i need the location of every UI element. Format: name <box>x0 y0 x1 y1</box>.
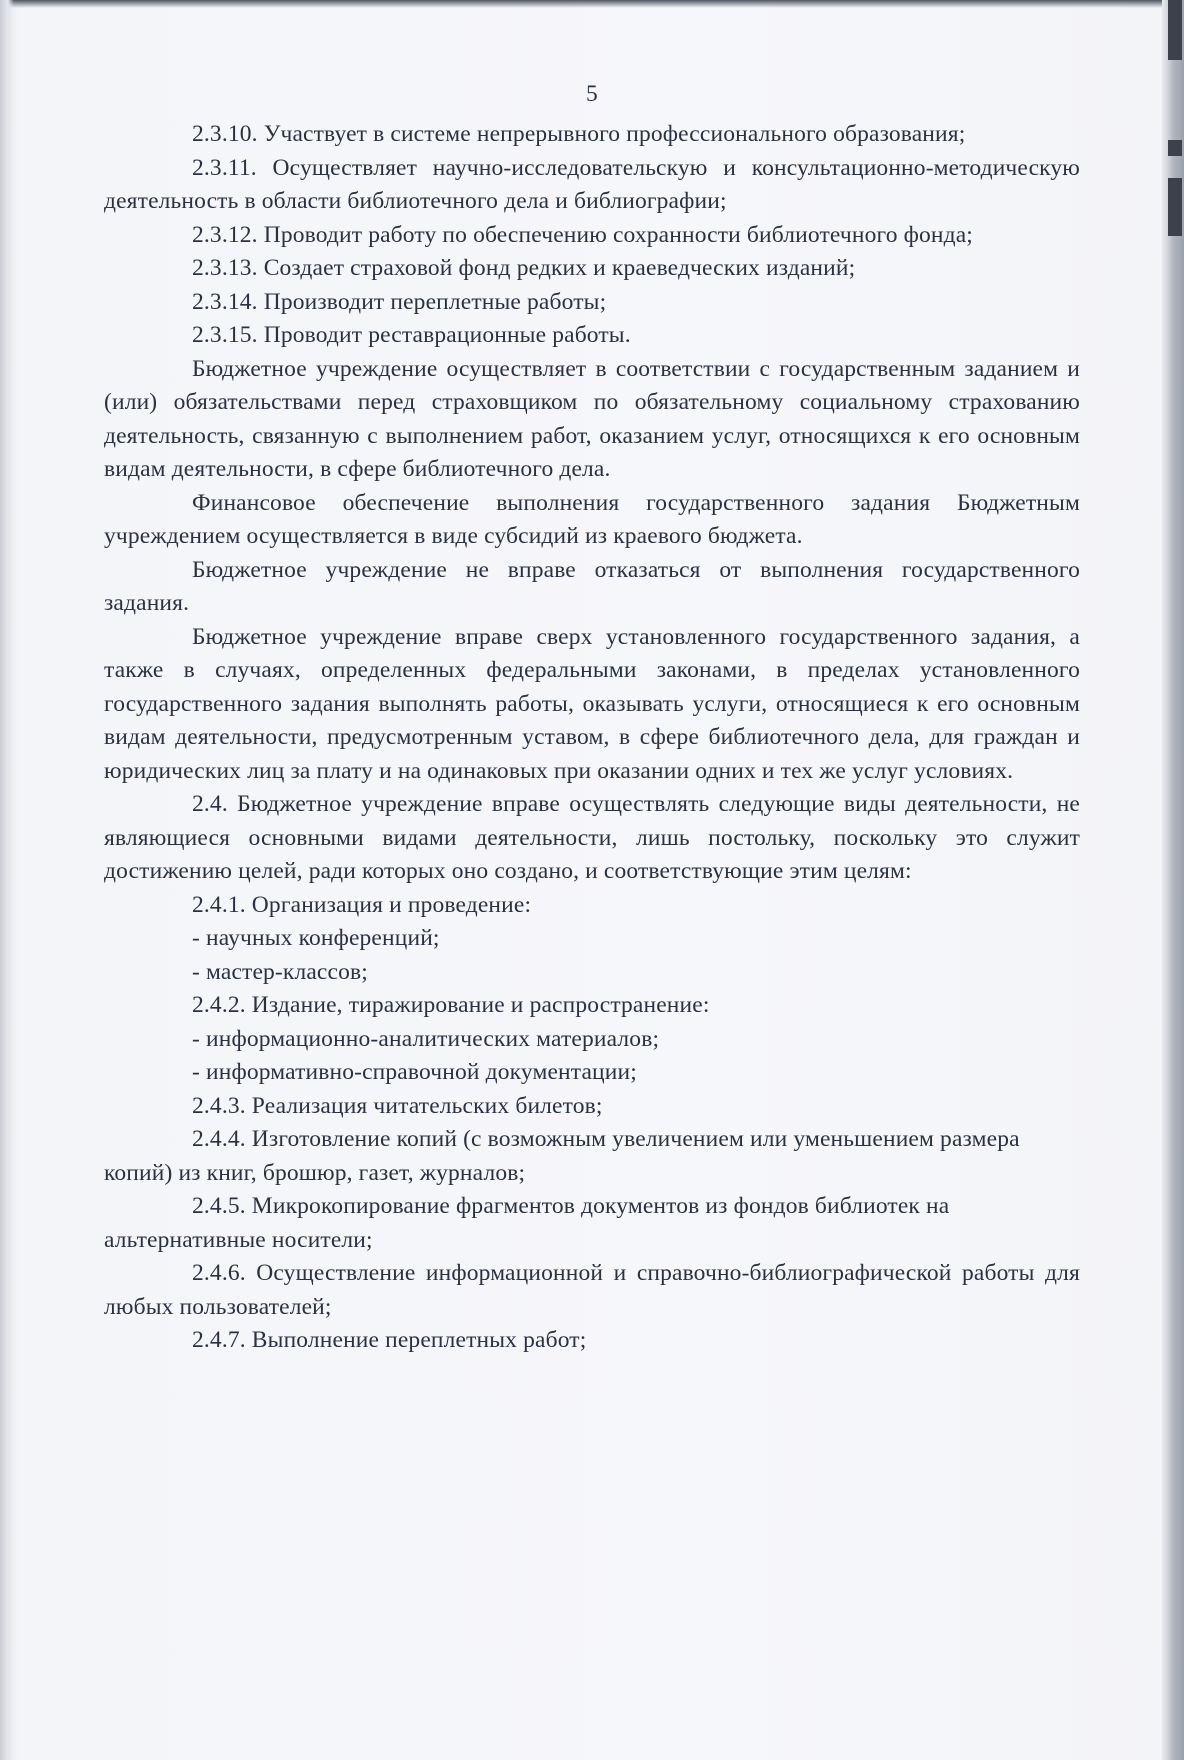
paragraph-state-assignment: Бюджетное учреждение осуществляет в соответствии с государственным заданием и (или) обязательствами перед страховщиком по обязательному социальному страхованию деятельность, связанную с выполнением работ, оказанием услуг, относящихся к его основным видам деятельности, в сфере библиотечного дела. <box>104 355 1080 482</box>
list-item: 2.4.1. Организация и проведение: <box>192 891 532 918</box>
page-number: 5 <box>586 81 598 107</box>
paragraph-2-4-6: 2.4.6. Осуществление информационной и справочно-библиографической работы для любых пользователей; <box>104 1260 1080 1320</box>
document-body <box>104 78 1080 1358</box>
list-item: 2.4.2. Издание, тиражирование и распространение: <box>192 992 710 1018</box>
list-item: - мастер-классов; <box>192 958 368 985</box>
paragraph-no-refusal: Бюджетное учреждение не вправе отказаться от выполнения государственного задания. <box>104 556 1080 616</box>
paragraph-financing: Финансовое обеспечение выполнения государственного задания Бюджетным учреждением осуществляется в виде субсидий из краевого бюджета. <box>104 489 1080 549</box>
list-item: - информативно-справочной документации; <box>192 1059 637 1085</box>
scanner-edge-mark <box>1168 0 1182 60</box>
paragraph-2-3-14: 2.3.14. Производит переплетные работы; <box>192 288 607 315</box>
page-left-edge <box>0 0 14 1760</box>
scanner-edge-mark <box>1168 140 1182 156</box>
paragraph-2-4: 2.4. Бюджетное учреждение вправе осуществлять следующие виды деятельности, не являющиеся основными видами деятельности, лишь постольку, поскольку это служит достижению целей, ради которых оно создано, и соответствующие этим целям: <box>104 791 1080 884</box>
paragraph-2-3-12: 2.3.12. Проводит работу по обеспечению сохранности библиотечного фонда; <box>192 221 973 248</box>
paragraph-paid-services: Бюджетное учреждение вправе сверх установленного государственного задания, а также в случаях, определенных федеральными законами, в пределах установленного государственного задания выполнять работы, оказывать услуги, относящиеся к его основным видам деятельности, предусмотренным уставом, в сфере библиотечного дела, для граждан и юридических лиц за плату и на одинаковых при оказании одних и тех же услуг условиях. <box>104 623 1080 784</box>
paragraph-2-3-10: 2.3.10. Участвует в системе непрерывного профессионального образования; <box>192 121 966 147</box>
list-item: - информационно-аналитических материалов; <box>192 1025 660 1052</box>
scanner-edge-mark <box>1168 178 1182 236</box>
paragraph-2-3-15: 2.3.15. Проводит реставрационные работы. <box>192 322 631 348</box>
paragraph-2-4-4: 2.4.4. Изготовление копий (с возможным увеличением или уменьшением размера копий) из книг, брошюр, газет, журналов; <box>104 1126 1020 1186</box>
list-item: 2.4.7. Выполнение переплетных работ; <box>192 1327 587 1353</box>
paragraph-2-3-13: 2.3.13. Создает страховой фонд редких и краеведческих изданий; <box>192 255 856 281</box>
scan-top-shadow <box>0 0 1184 8</box>
list-item: - научных конференций; <box>192 925 440 951</box>
paragraph-2-4-5: 2.4.5. Микрокопирование фрагментов документов из фондов библиотек на альтернативные носители; <box>104 1193 950 1253</box>
list-item: 2.4.3. Реализация читательских билетов; <box>192 1092 603 1119</box>
scan-right-edge <box>1162 0 1184 1760</box>
paragraph-2-3-11: 2.3.11. Осуществляет научно-исследовательскую и консультационно-методическую деятельность в области библиотечного дела и библиографии; <box>104 154 1080 214</box>
